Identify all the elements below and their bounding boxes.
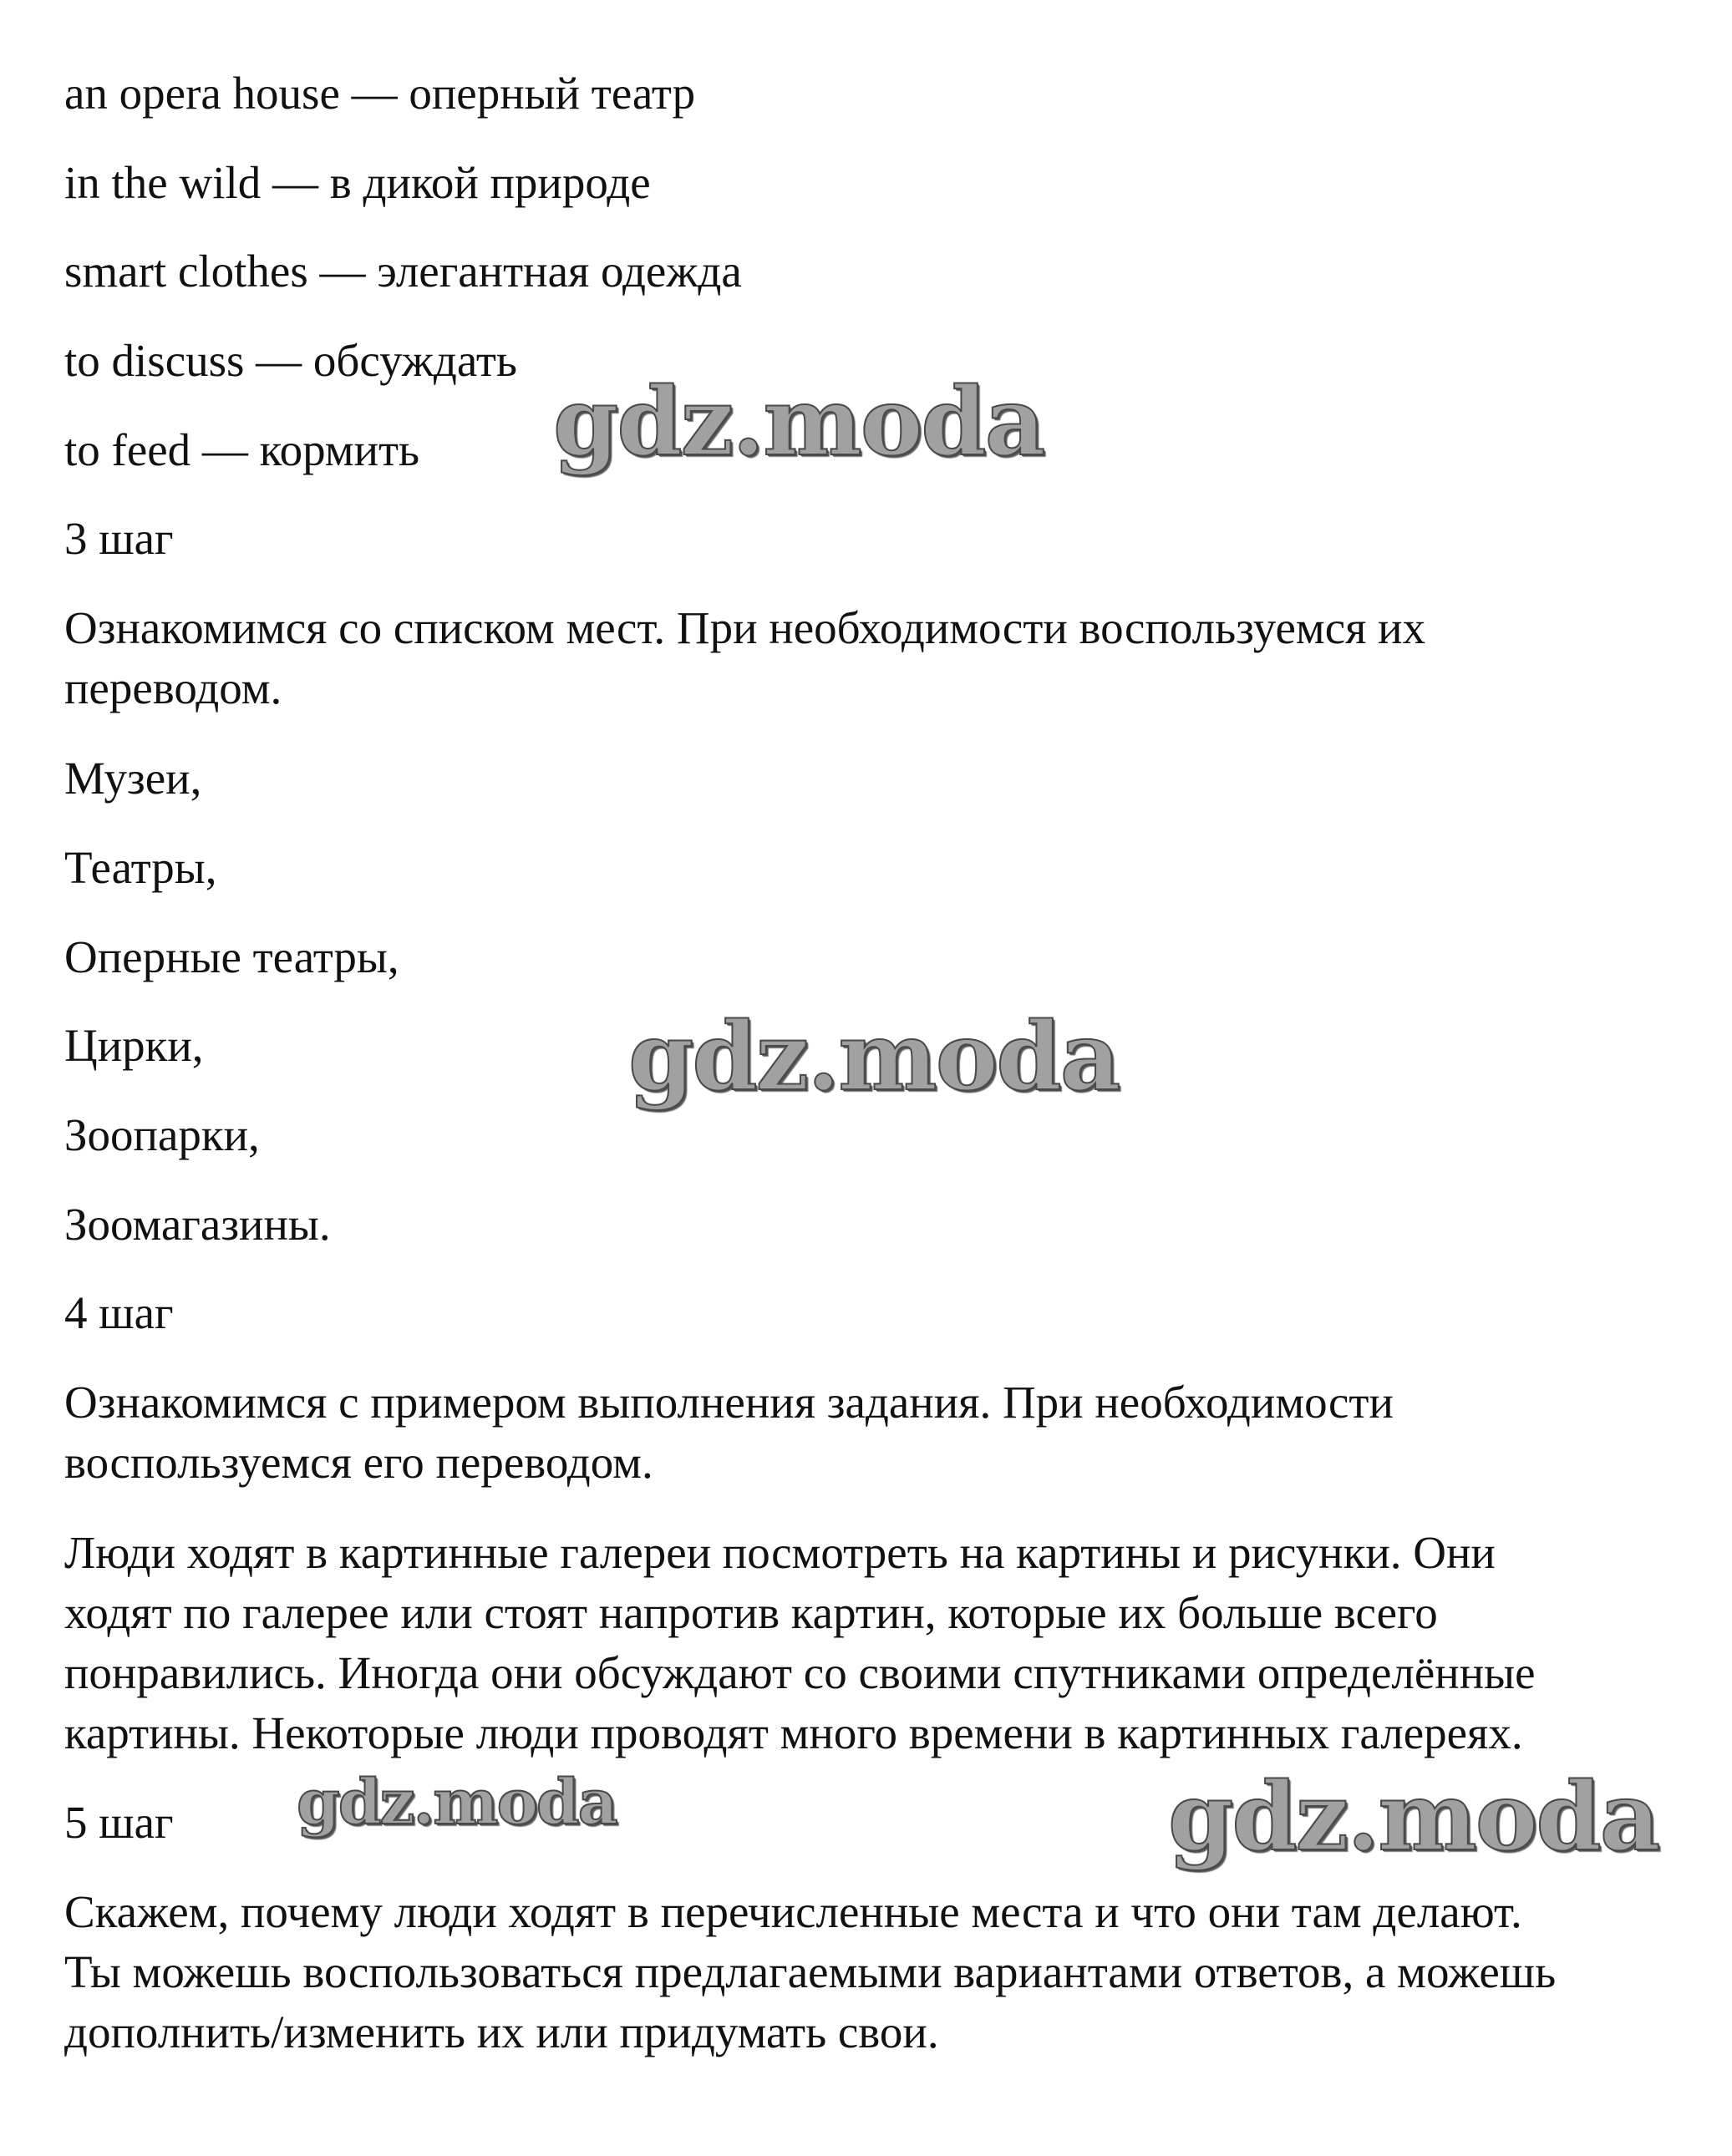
place-item-museums: Музеи, [64, 753, 202, 804]
step4-intro-line: воспользуемся его переводом. [64, 1437, 653, 1488]
vocab-line-to-discuss: to discuss — обсуждать [64, 335, 517, 386]
watermark: gdz.moda [1168, 1763, 1659, 1872]
step4-intro-line: Ознакомимся с примером выполнения задания. При необходимости [64, 1377, 1394, 1428]
place-item-circuses: Цирки, [64, 1020, 204, 1071]
vocab-line-in-the-wild: in the wild — в дикой природе [64, 157, 651, 208]
place-item-theatres: Театры, [64, 842, 217, 893]
step5-intro-line: Ты можешь воспользоваться предлагаемыми вариантами ответов, а можешь [64, 1946, 1557, 1997]
vocab-line-to-feed: to feed — кормить [64, 424, 420, 475]
step4-example [64, 1523, 1702, 1763]
vocab-line-opera-house: an opera house — оперный театр [64, 68, 696, 119]
vocab-line-smart-clothes: smart clothes — элегантная одежда [64, 246, 742, 297]
step4-example-line: картины. Некоторые люди проводят много времени в картинных галереях. [64, 1707, 1523, 1758]
step3-heading: 3 шаг [64, 513, 174, 564]
step3-intro-line: переводом. [64, 662, 282, 713]
step4-example-line: ходят по галерее или стоят напротив картин, которые их больше всего [64, 1587, 1438, 1638]
place-item-pet-shops: Зоомагазины. [64, 1199, 331, 1250]
step4-intro [64, 1372, 1702, 1493]
place-item-zoos: Зоопарки, [64, 1109, 260, 1160]
watermark: gdz.moda [297, 1767, 617, 1839]
step5-heading: 5 шаг [64, 1797, 174, 1848]
watermark: gdz.moda [628, 1002, 1120, 1112]
place-item-opera-houses: Оперные театры, [64, 931, 399, 982]
step5-intro-line: дополнить/изменить их или придумать свои. [64, 2006, 939, 2057]
step4-heading: 4 шаг [64, 1287, 174, 1338]
step5-intro [64, 1882, 1702, 2062]
watermark: gdz.moda [553, 368, 1044, 477]
step3-intro-line: Ознакомимся со списком мест. При необходимости воспользуемся их [64, 602, 1426, 653]
step4-example-line: Люди ходят в картинные галереи посмотреть на картины и рисунки. Они [64, 1527, 1496, 1578]
step3-intro [64, 598, 1702, 718]
step5-intro-line: Скажем, почему люди ходят в перечисленные места и что они там делают. [64, 1886, 1522, 1937]
step4-example-line: понравились. Иногда они обсуждают со своими спутниками определённые [64, 1647, 1536, 1698]
